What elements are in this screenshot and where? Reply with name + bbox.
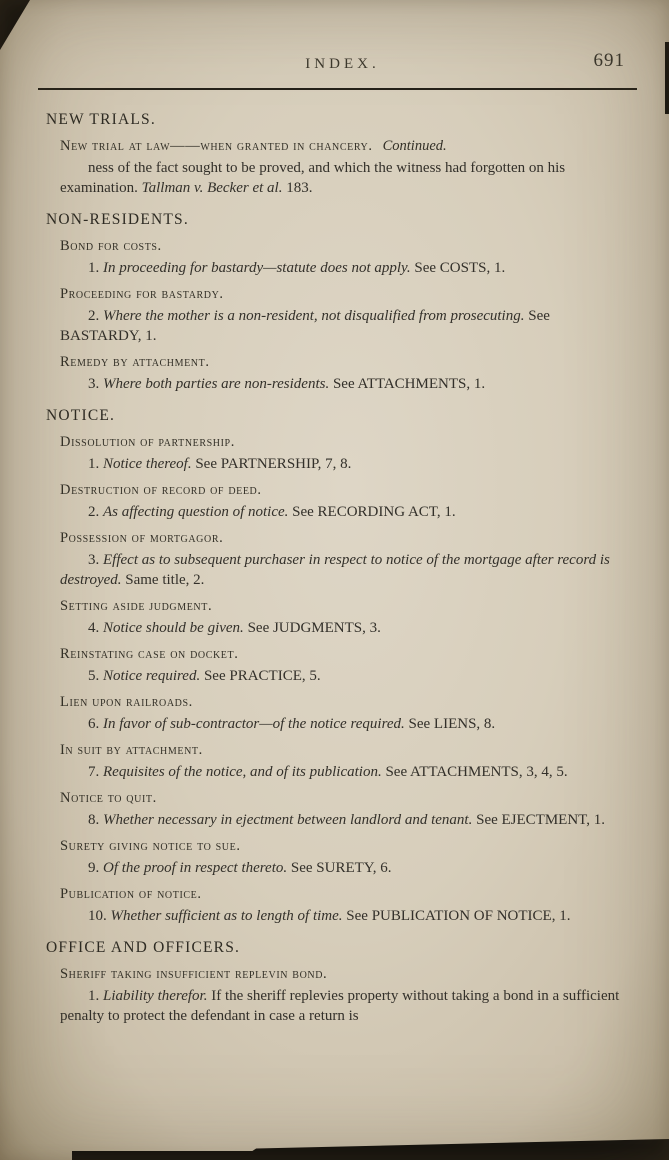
- entry-subheading: [60, 136, 635, 156]
- index-entry: [60, 502, 635, 522]
- entry-subheading: [60, 596, 635, 616]
- entry-segment: See JUDGMENTS, 3.: [243, 620, 381, 636]
- entry-subheading-text: Destruction of record of deed.: [60, 482, 262, 498]
- entry-segment: Liability therefor.: [103, 988, 208, 1004]
- entry-subheading-text: Bond for costs.: [60, 238, 162, 254]
- entry-subheading-suffix: Continued.: [382, 138, 447, 154]
- entry-subheading-text: Surety giving notice to sue.: [60, 838, 241, 854]
- entry-subheading-text: Proceeding for bastardy.: [60, 286, 224, 302]
- entry-segment: 9.: [88, 860, 103, 876]
- index-entry: [60, 810, 635, 830]
- entry-subheading: [60, 352, 635, 372]
- index-section: [46, 110, 635, 198]
- entry-segment: 1.: [88, 456, 103, 472]
- entry-segment: 7.: [88, 764, 103, 780]
- entry-subheading-text: Reinstating case on docket.: [60, 646, 239, 662]
- index-entry: [60, 454, 635, 474]
- entry-subheading-text: In suit by attachment.: [60, 742, 203, 758]
- entry-segment: Effect as to subsequent purchaser in respect to notice of the mortgage after record is destroyed.: [60, 552, 610, 588]
- entry-subheading: [60, 740, 635, 760]
- entry-segment: 1.: [88, 260, 103, 276]
- entry-segment: 8.: [88, 812, 103, 828]
- index-entry: [60, 550, 635, 590]
- page-header: [46, 48, 639, 82]
- entry-segment: 2.: [88, 504, 103, 520]
- index-entry: [60, 258, 635, 278]
- entry-segment: See PARTNERSHIP, 7, 8.: [191, 456, 352, 472]
- entry-subheading: [60, 964, 635, 984]
- entry-subheading: [60, 528, 635, 548]
- index-sections: [46, 98, 635, 1150]
- entry-subheading: [60, 644, 635, 664]
- section-heading: NON-RESIDENTS.: [46, 211, 189, 228]
- entry-segment: See EJECTMENT, 1.: [472, 812, 605, 828]
- entry-subheading-text: Sheriff taking insufficient replevin bond.: [60, 966, 328, 982]
- running-head-title: INDEX.: [305, 56, 380, 72]
- index-entry: [60, 374, 635, 394]
- entry-subheading: [60, 836, 635, 856]
- entry-segment: Notice required.: [103, 668, 201, 684]
- entry-subheading: [60, 692, 635, 712]
- entry-segment: Same title, 2.: [121, 572, 205, 588]
- scan-artifact-top-left-corner: [0, 0, 30, 50]
- entry-segment: Where both parties are non-residents.: [103, 376, 330, 392]
- entry-subheading: [60, 432, 635, 452]
- entry-segment: Notice should be given.: [103, 620, 244, 636]
- index-entry: [60, 762, 635, 782]
- entry-subheading-text: Lien upon railroads.: [60, 694, 193, 710]
- index-section: [46, 406, 635, 926]
- index-section: [46, 210, 635, 394]
- index-entry: [60, 618, 635, 638]
- entry-segment: Notice thereof.: [103, 456, 192, 472]
- entry-segment: See ATTACHMENTS, 1.: [329, 376, 486, 392]
- entry-segment: 4.: [88, 620, 103, 636]
- entry-segment: See LIENS, 8.: [404, 716, 496, 732]
- entry-subheading-text: New trial at law——when granted in chancery.: [60, 138, 373, 154]
- section-heading: OFFICE AND OFFICERS.: [46, 939, 241, 956]
- entry-segment: Requisites of the notice, and of its publication.: [103, 764, 382, 780]
- entry-subheading-text: Possession of mortgagor.: [60, 530, 224, 546]
- scan-artifact-right-edge: [665, 42, 669, 114]
- entry-segment: See COSTS, 1.: [410, 260, 506, 276]
- index-entry: [60, 306, 635, 346]
- entry-segment: See BASTARDY, 1.: [60, 308, 550, 344]
- entry-segment: Tallman v. Becker et al.: [141, 180, 283, 196]
- entry-segment: 183.: [282, 180, 313, 196]
- entry-segment: As affecting question of notice.: [103, 504, 289, 520]
- entry-subheading-text: Setting aside judgment.: [60, 598, 213, 614]
- index-entry: [60, 158, 635, 198]
- page-number: 691: [593, 50, 625, 71]
- entry-segment: See ATTACHMENTS, 3, 4, 5.: [381, 764, 568, 780]
- entry-subheading-text: Publication of notice.: [60, 886, 202, 902]
- index-entry: [60, 858, 635, 878]
- entry-segment: See SURETY, 6.: [287, 860, 392, 876]
- entry-segment: ness of the fact sought to be proved, and which the witness had forgotten on his examination.: [60, 160, 566, 196]
- entry-segment: Of the proof in respect thereto.: [103, 860, 288, 876]
- header-rule: [38, 88, 637, 90]
- entry-segment: If the sheriff replevies property without taking a bond in a sufficient penalty to protect the defendant in case a return is: [60, 988, 620, 1024]
- index-entry: [60, 666, 635, 686]
- entry-subheading-text: Dissolution of partnership.: [60, 434, 235, 450]
- entry-segment: 3.: [88, 376, 103, 392]
- entry-subheading: [60, 236, 635, 256]
- entry-segment: 1.: [88, 988, 103, 1004]
- entry-subheading: [60, 788, 635, 808]
- entry-segment: Whether sufficient as to length of time.: [110, 908, 343, 924]
- index-entry: [60, 986, 635, 1026]
- entry-segment: See PUBLICATION OF NOTICE, 1.: [342, 908, 571, 924]
- index-section: [46, 938, 635, 1026]
- entry-segment: 2.: [88, 308, 103, 324]
- section-heading: NOTICE.: [46, 407, 116, 424]
- entry-subheading-text: Remedy by attachment.: [60, 354, 210, 370]
- section-heading: NEW TRIALS.: [46, 111, 156, 128]
- entry-subheading: [60, 884, 635, 904]
- entry-segment: See PRACTICE, 5.: [200, 668, 321, 684]
- entry-segment: 10.: [88, 908, 111, 924]
- entry-segment: Where the mother is a non-resident, not disqualified from prosecuting.: [103, 308, 525, 324]
- entry-segment: 3.: [88, 552, 103, 568]
- index-entry: [60, 714, 635, 734]
- entry-segment: 5.: [88, 668, 103, 684]
- entry-segment: In favor of sub-contractor—of the notice required.: [103, 716, 405, 732]
- entry-segment: 6.: [88, 716, 103, 732]
- entry-subheading-text: Notice to quit.: [60, 790, 157, 806]
- entry-subheading: [60, 480, 635, 500]
- entry-segment: See RECORDING ACT, 1.: [288, 504, 456, 520]
- index-entry: [60, 906, 635, 926]
- entry-subheading: [60, 284, 635, 304]
- entry-segment: In proceeding for bastardy—statute does not apply.: [103, 260, 411, 276]
- entry-segment: Whether necessary in ejectment between landlord and tenant.: [103, 812, 473, 828]
